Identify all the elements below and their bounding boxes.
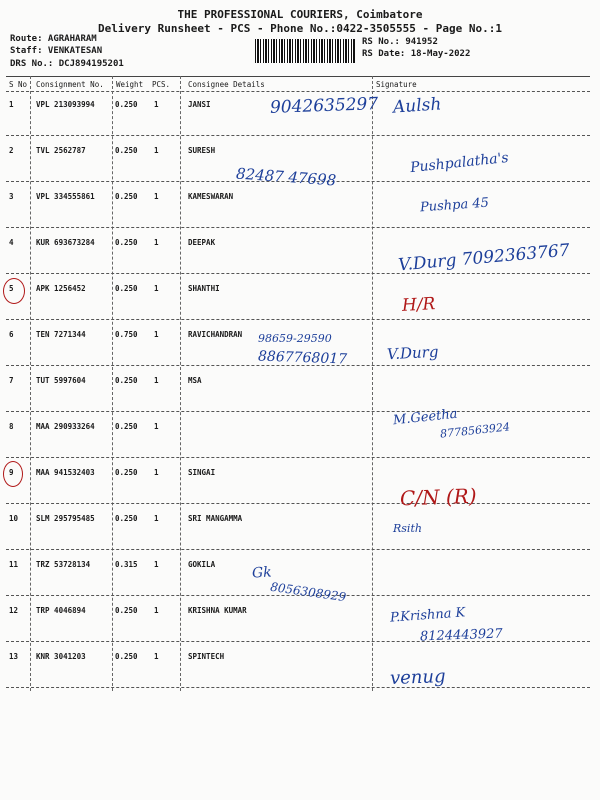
red-circle-mark	[3, 461, 23, 487]
drs-label: DRS No.: DCJ894195201	[10, 59, 124, 69]
col-consignment: Consignment No.	[36, 80, 104, 89]
table-row	[6, 366, 590, 412]
cell-cno: TRZ 53728134	[36, 560, 91, 569]
cell-sno: 8	[9, 422, 14, 431]
cell-cno: MAA 290933264	[36, 422, 95, 431]
handwritten-note: 8778563924	[439, 420, 511, 441]
cell-consignee: MSA	[188, 376, 202, 385]
cell-cno: TEN 7271344	[36, 330, 86, 339]
cell-pcs: 1	[154, 376, 159, 385]
cell-weight: 0.250	[115, 376, 138, 385]
handwritten-note: 8867768017	[257, 348, 348, 368]
handwritten-note: C/N (R)	[399, 483, 477, 511]
cell-weight: 0.250	[115, 422, 138, 431]
cell-pcs: 1	[154, 238, 159, 247]
handwritten-note: P.Krishna K	[389, 605, 466, 626]
cell-consignee: SPINTECH	[188, 652, 225, 661]
red-circle-mark	[3, 278, 25, 304]
col-weight: Weight	[116, 80, 144, 89]
cell-sno: 3	[9, 192, 14, 201]
cell-weight: 0.250	[115, 238, 138, 247]
cell-consignee: GOKILA	[188, 560, 216, 569]
handwritten-note: H/R	[401, 294, 436, 316]
cell-sno: 2	[9, 146, 14, 155]
cell-pcs: 1	[154, 652, 159, 661]
cell-cno: KNR 3041203	[36, 652, 86, 661]
cell-sno: 5	[9, 284, 14, 293]
cell-weight: 0.750	[115, 330, 138, 339]
col-sno: S No	[9, 80, 28, 89]
cell-cno: VPL 334555861	[36, 192, 95, 201]
table-row	[6, 412, 590, 458]
handwritten-note: V.Durg	[386, 342, 439, 364]
cell-sno: 4	[9, 238, 14, 247]
cell-pcs: 1	[154, 284, 159, 293]
handwritten-note: Rsith	[393, 522, 422, 535]
cell-pcs: 1	[154, 468, 159, 477]
cell-consignee: SINGAI	[188, 468, 216, 477]
handwritten-note: 8124443927	[419, 626, 503, 645]
route-label: Route: AGRAHARAM	[10, 34, 97, 44]
cell-consignee: SURESH	[188, 146, 216, 155]
handwritten-note: Pushpalatha's	[409, 149, 510, 177]
cell-pcs: 1	[154, 422, 159, 431]
cell-sno: 7	[9, 376, 14, 385]
cell-consignee: RAVICHANDRAN	[188, 330, 243, 339]
cell-pcs: 1	[154, 330, 159, 339]
rs-number: RS No.: 941952	[362, 37, 438, 47]
cell-weight: 0.250	[115, 468, 138, 477]
cell-sno: 10	[9, 514, 19, 523]
handwritten-note: 8056308929	[269, 579, 347, 605]
cell-consignee: KAMESWARAN	[188, 192, 234, 201]
table-row	[6, 458, 590, 504]
handwritten-note: M.Geetha	[392, 406, 459, 429]
handwritten-note: Aulsh	[392, 94, 442, 118]
cell-weight: 0.250	[115, 652, 138, 661]
staff-label: Staff: VENKATESAN	[10, 46, 103, 56]
handwritten-note: venug	[389, 666, 446, 689]
cell-consignee: KRISHNA KUMAR	[188, 606, 247, 615]
handwritten-note: 98659-29590	[258, 332, 332, 345]
col-consignee: Consignee Details	[188, 80, 265, 89]
table-row	[6, 642, 590, 688]
runsheet-subtitle: Delivery Runsheet - PCS - Phone No.:0422-3505555 - Page No.:1	[98, 22, 502, 35]
table-row	[6, 182, 590, 228]
cell-consignee: SHANTHI	[188, 284, 220, 293]
handwritten-note: 9042635297	[269, 94, 379, 118]
cell-sno: 1	[9, 100, 14, 109]
cell-cno: TVL 2562787	[36, 146, 86, 155]
handwritten-note: V.Durg 7092363767	[397, 240, 571, 276]
cell-consignee: JANSI	[188, 100, 211, 109]
cell-pcs: 1	[154, 146, 159, 155]
cell-consignee: DEEPAK	[188, 238, 216, 247]
table-row	[6, 274, 590, 320]
cell-cno: MAA 941532403	[36, 468, 95, 477]
cell-weight: 0.250	[115, 606, 138, 615]
handwritten-note: Gk	[251, 564, 273, 582]
cell-pcs: 1	[154, 100, 159, 109]
cell-cno: TRP 4046894	[36, 606, 86, 615]
cell-pcs: 1	[154, 606, 159, 615]
cell-weight: 0.250	[115, 284, 138, 293]
cell-weight: 0.250	[115, 146, 138, 155]
cell-cno: APK 1256452	[36, 284, 86, 293]
runsheet-title: THE PROFESSIONAL COURIERS, Coimbatore	[177, 8, 423, 21]
handwritten-note: Pushpa 45	[419, 195, 490, 216]
cell-cno: SLM 295795485	[36, 514, 95, 523]
col-pcs: PCS.	[152, 80, 171, 89]
cell-weight: 0.250	[115, 514, 138, 523]
cell-sno: 11	[9, 560, 19, 569]
cell-consignee: SRI MANGAMMA	[188, 514, 243, 523]
cell-cno: KUR 693673284	[36, 238, 95, 247]
cell-sno: 12	[9, 606, 19, 615]
handwritten-note: 82487 47698	[235, 164, 337, 190]
col-signature: Signature	[376, 80, 417, 89]
barcode	[255, 39, 355, 63]
cell-weight: 0.250	[115, 192, 138, 201]
cell-sno: 13	[9, 652, 19, 661]
cell-weight: 0.315	[115, 560, 138, 569]
cell-cno: VPL 213093994	[36, 100, 95, 109]
cell-pcs: 1	[154, 192, 159, 201]
table-row	[6, 504, 590, 550]
cell-weight: 0.250	[115, 100, 138, 109]
cell-cno: TUT 5997604	[36, 376, 86, 385]
cell-sno: 9	[9, 468, 14, 477]
cell-pcs: 1	[154, 514, 159, 523]
cell-sno: 6	[9, 330, 14, 339]
cell-pcs: 1	[154, 560, 159, 569]
rs-date: RS Date: 18-May-2022	[362, 49, 471, 59]
